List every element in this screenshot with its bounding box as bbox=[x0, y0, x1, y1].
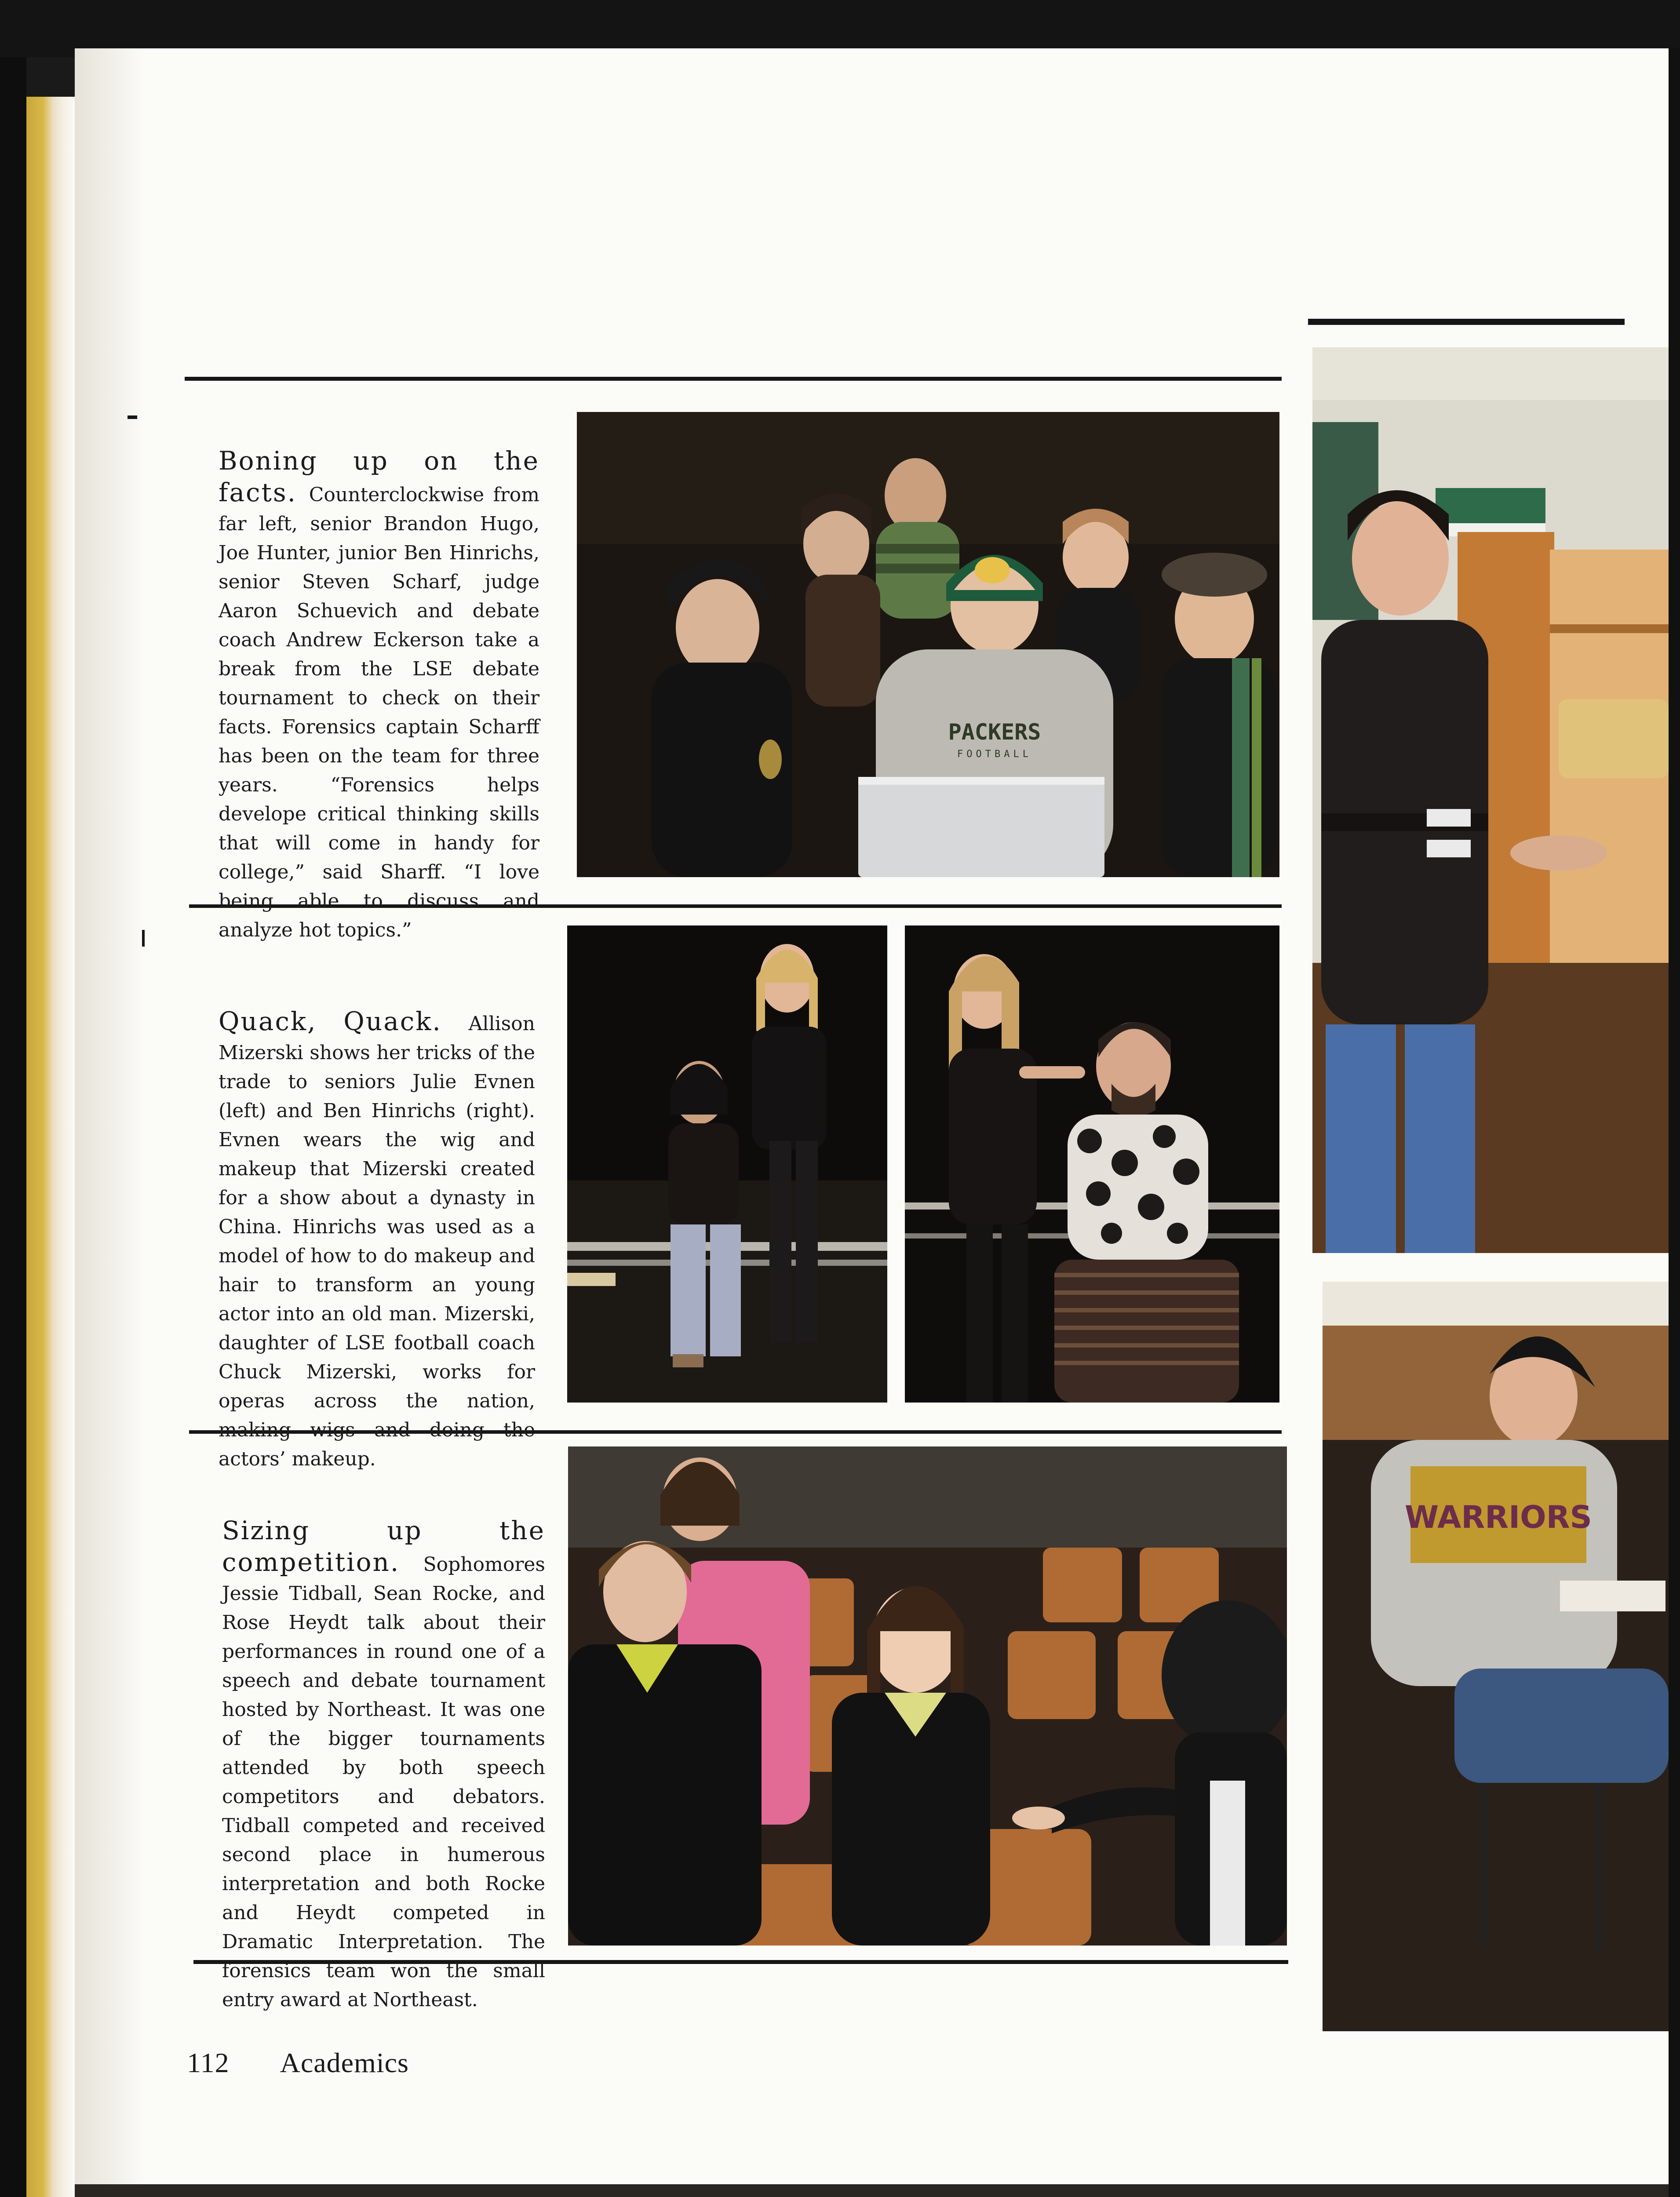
photo-debate-team bbox=[577, 412, 1279, 877]
top-rule bbox=[185, 377, 1282, 381]
margin-tick-2 bbox=[142, 930, 145, 947]
caption-makeup-body: Allison Mizerski shows her tricks of the trade to seniors Julie Evnen (left) and Ben Hinrichs (right). Evnen wears the wig and makeup that Mizerski created for a show about a dynasty in China. Hinrichs was used as a model of how to do makeup and hair to transform an young actor into an old man. Mizerski, daughter of LSE football coach Chuck Mizerski, works for operas across the nation, making wigs and doing the actors’ makeup. bbox=[219, 1013, 535, 1470]
page-footer bbox=[187, 2047, 409, 2079]
football-hoodie-text: FOOTBALL bbox=[957, 749, 1032, 760]
caption-competition bbox=[222, 1516, 545, 2015]
caption-competition-title: Sizing up the competition. bbox=[222, 1516, 545, 1577]
photo-student-reading bbox=[1323, 1282, 1669, 2031]
page-number: 112 bbox=[187, 2047, 230, 2078]
caption-makeup-title: Quack, Quack. bbox=[219, 1006, 469, 1036]
photo-competition bbox=[568, 1446, 1287, 1946]
section-name: Academics bbox=[280, 2047, 409, 2078]
caption-makeup bbox=[219, 1007, 535, 1474]
photo-makeup-left bbox=[567, 925, 887, 1403]
page-stack-edge bbox=[26, 97, 75, 2197]
caption-competition-body: Sophomores Jessie Tidball, Sean Rocke, and Rose Heydt talk about their performances in round one of a speech and debate tournament hosted by Northeast. It was one of the bigger tournaments attended by both speech competitors and debators. Tidball competed and received second place in humerous interpretation and both Rocke and Heydt competed in Dramatic Interpretation. The forensics team won the small entry award at Northeast. bbox=[222, 1553, 545, 2011]
caption-debate-body: Counterclockwise from far left, senior Brandon Hugo, Joe Hunter, junior Ben Hinrichs, senior Steven Scharf, judge Aaron Schuevich and debate coach Andrew Eckerson take a break from the LSE debate tournament to check on their facts. Forensics captain Scharff has been on the team for three years. “Forensics helps develope critical thinking skills that will come in handy for college,” said Sharff. “I love being able to discuss and analyze hot topics.” bbox=[219, 484, 539, 941]
rule-right-column bbox=[1308, 319, 1625, 325]
margin-tick bbox=[128, 415, 137, 419]
photo-makeup-right bbox=[905, 925, 1279, 1403]
packers-hoodie-text: PACKERS bbox=[948, 719, 1041, 745]
right-page-edge bbox=[1669, 48, 1680, 2197]
book-binding bbox=[0, 57, 26, 2197]
book-bottom-edge bbox=[75, 2184, 1680, 2197]
photo-student-presenting bbox=[1312, 347, 1669, 1253]
caption-debate-title: Boning up on the facts. bbox=[219, 446, 539, 507]
warriors-sweatshirt-text: WARRIORS bbox=[1405, 1499, 1592, 1535]
caption-debate bbox=[219, 446, 539, 945]
page-gutter-shadow bbox=[75, 48, 145, 2197]
